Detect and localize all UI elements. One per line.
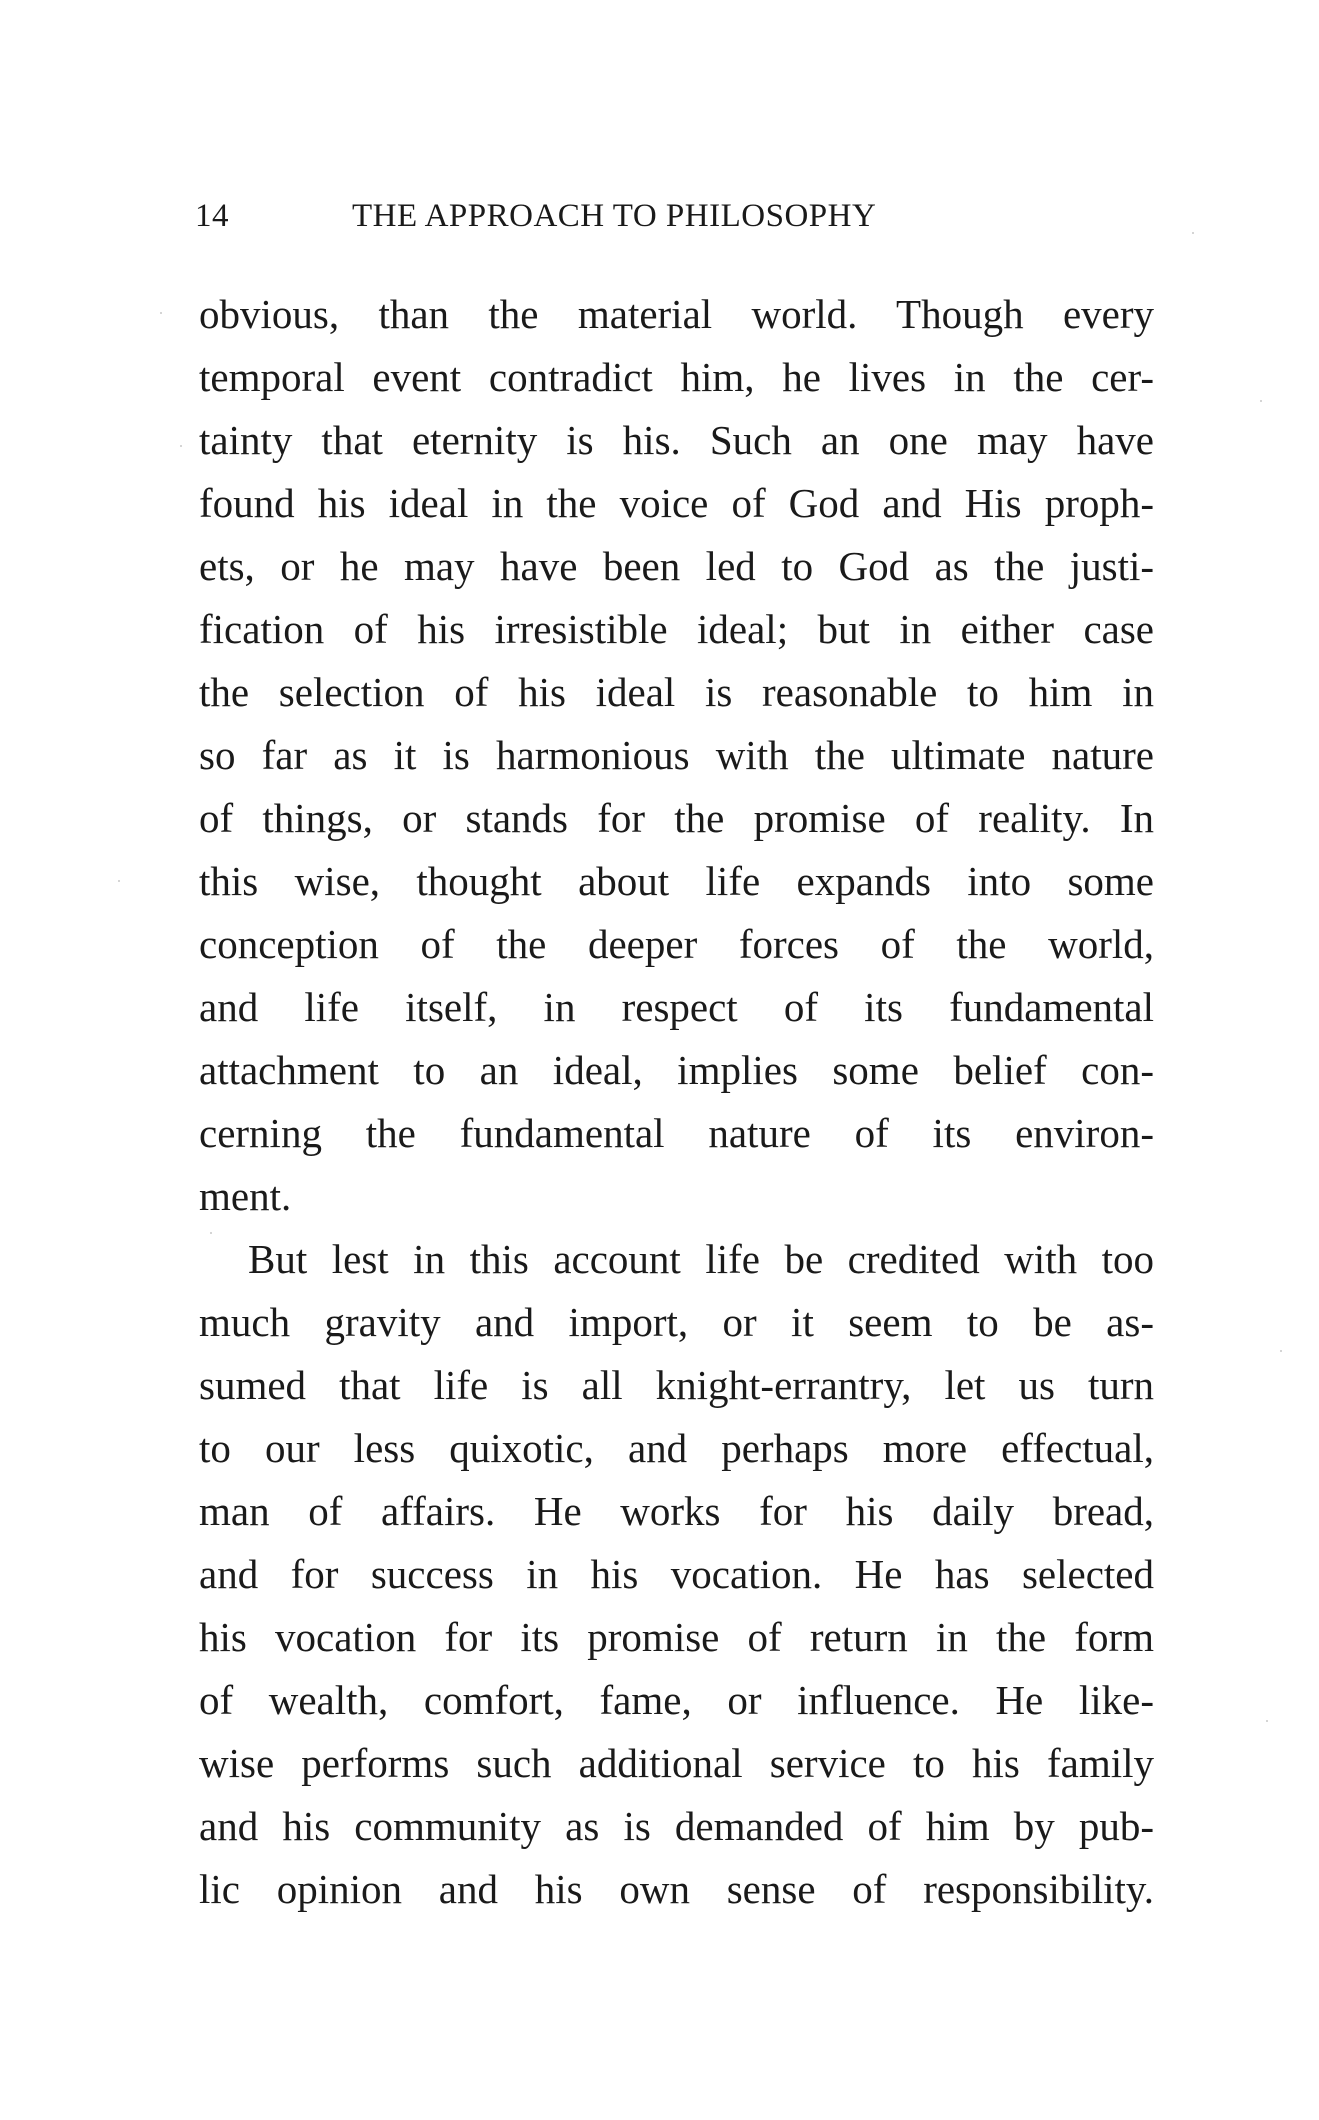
text-line: so far as it is harmonious with the ultimate nature [199, 732, 1154, 778]
page-number: 14 [195, 198, 229, 234]
text-line: cerning the fundamental nature of its environ- [199, 1110, 1154, 1156]
paper-speck [1260, 400, 1262, 402]
text-line: attachment to an ideal, implies some belief con- [199, 1047, 1154, 1093]
body-text [199, 283, 1154, 1921]
paper-speck [1266, 1720, 1268, 1722]
text-line: this wise, thought about life expands into some [199, 858, 1154, 904]
text-line: man of affairs. He works for his daily bread, [199, 1488, 1154, 1534]
paper-speck [118, 880, 120, 882]
text-line: But lest in this account life be credited with too [248, 1236, 1154, 1282]
text-line: and his community as is demanded of him by pub- [199, 1803, 1154, 1849]
text-line: and life itself, in respect of its fundamental [199, 984, 1154, 1030]
paper-speck [160, 312, 162, 314]
paper-speck [1280, 1350, 1282, 1352]
text-line: found his ideal in the voice of God and His proph- [199, 480, 1154, 526]
text-line: ment. [199, 1173, 292, 1219]
paragraph-2 [199, 1228, 1154, 1921]
paper-speck [180, 445, 182, 447]
text-line: tainty that eternity is his. Such an one may have [199, 417, 1154, 463]
paragraph-1 [199, 283, 1154, 1228]
paper-speck [1192, 232, 1194, 234]
text-line: his vocation for its promise of return in the form [199, 1614, 1154, 1660]
paper-speck [210, 1232, 212, 1234]
text-line: ets, or he may have been led to God as the justi- [199, 543, 1154, 589]
text-line: much gravity and import, or it seem to be as- [199, 1299, 1154, 1345]
running-head [195, 198, 995, 248]
text-line: obvious, than the material world. Though every [199, 291, 1154, 337]
running-title: THE APPROACH TO PHILOSOPHY [352, 198, 877, 234]
text-line: lic opinion and his own sense of responsibility. [199, 1866, 1154, 1912]
text-line: of wealth, comfort, fame, or influence. He like- [199, 1677, 1154, 1723]
text-line: fication of his irresistible ideal; but in either case [199, 606, 1154, 652]
text-line: conception of the deeper forces of the world, [199, 921, 1154, 967]
text-line: of things, or stands for the promise of reality. In [199, 795, 1154, 841]
text-line: to our less quixotic, and perhaps more effectual, [199, 1425, 1154, 1471]
text-line: temporal event contradict him, he lives in the cer- [199, 354, 1154, 400]
text-line: and for success in his vocation. He has selected [199, 1551, 1154, 1597]
text-line: wise performs such additional service to his family [199, 1740, 1154, 1786]
text-line: sumed that life is all knight-errantry, let us turn [199, 1362, 1154, 1408]
text-line: the selection of his ideal is reasonable to him in [199, 669, 1154, 715]
